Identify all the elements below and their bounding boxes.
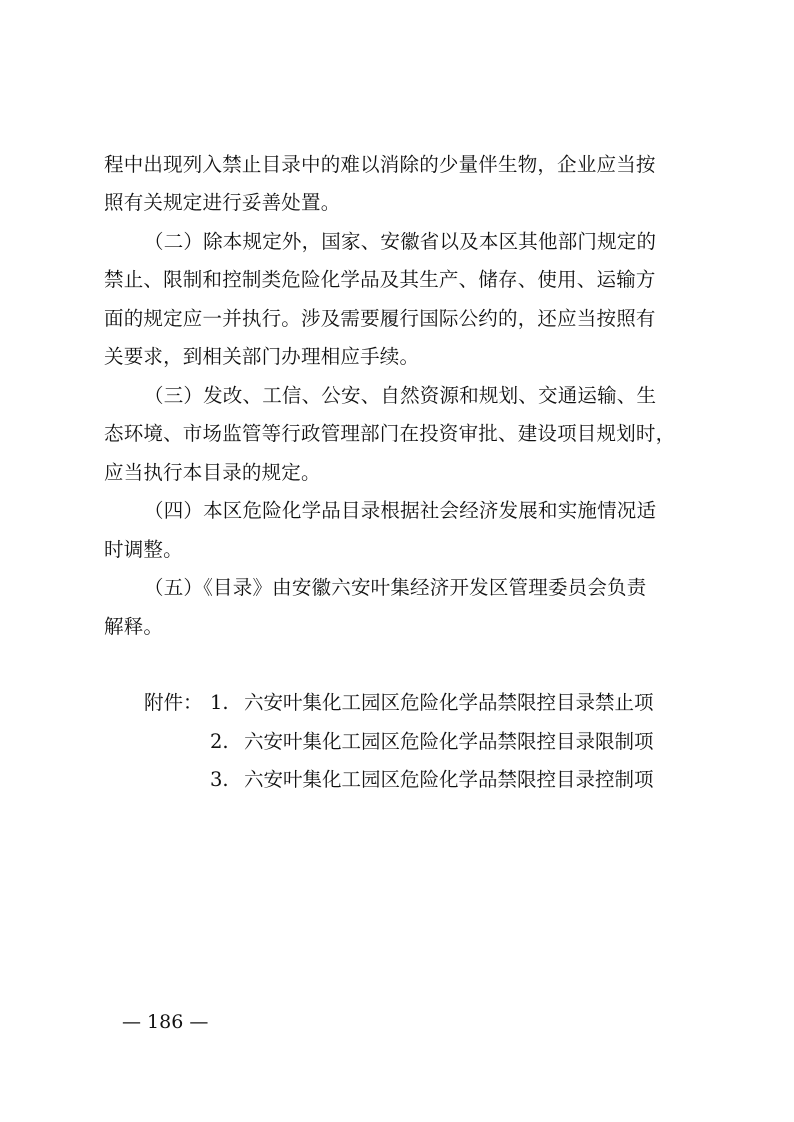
body-line: 面的规定应一并执行。涉及需要履行国际公约的，还应当按照有	[104, 307, 656, 330]
attachment-title: 六安叶集化工园区危险化学品禁限控目录禁止项	[244, 691, 654, 714]
attachment-title: 六安叶集化工园区危险化学品禁限控目录限制项	[244, 730, 654, 753]
body-line: 照有关规定进行妥善处置。	[104, 191, 341, 214]
clause-4-line: （四）本区危险化学品目录根据社会经济发展和实施情况适	[144, 499, 657, 522]
body-line: 解释。	[104, 615, 164, 638]
attachment-number: 3.	[210, 768, 229, 791]
clause-5-line: （五）《目录》由安徽六安叶集经济开发区管理委员会负责	[144, 576, 647, 599]
body-line: 禁止、限制和控制类危险化学品及其生产、储存、使用、运输方	[104, 268, 656, 291]
attachment-number: 2.	[210, 730, 229, 753]
body-line: 程中出现列入禁止目录中的难以消除的少量伴生物，企业应当按	[104, 153, 656, 176]
page-number: — 186 —	[122, 1011, 209, 1033]
body-line: 时调整。	[104, 538, 183, 561]
attachment-number: 1.	[210, 691, 229, 714]
attachments-label: 附件：	[144, 691, 203, 714]
body-line: 关要求，到相关部门办理相应手续。	[104, 345, 420, 368]
clause-3-line: （三）发改、工信、公安、自然资源和规划、交通运输、生	[144, 384, 657, 407]
attachment-title: 六安叶集化工园区危险化学品禁限控目录控制项	[244, 768, 654, 791]
body-line: 态环境、市场监管等行政管理部门在投资审批、建设项目规划时，	[104, 422, 676, 445]
clause-2-line: （二）除本规定外，国家、安徽省以及本区其他部门规定的	[144, 230, 657, 253]
body-line: 应当执行本目录的规定。	[104, 461, 321, 484]
